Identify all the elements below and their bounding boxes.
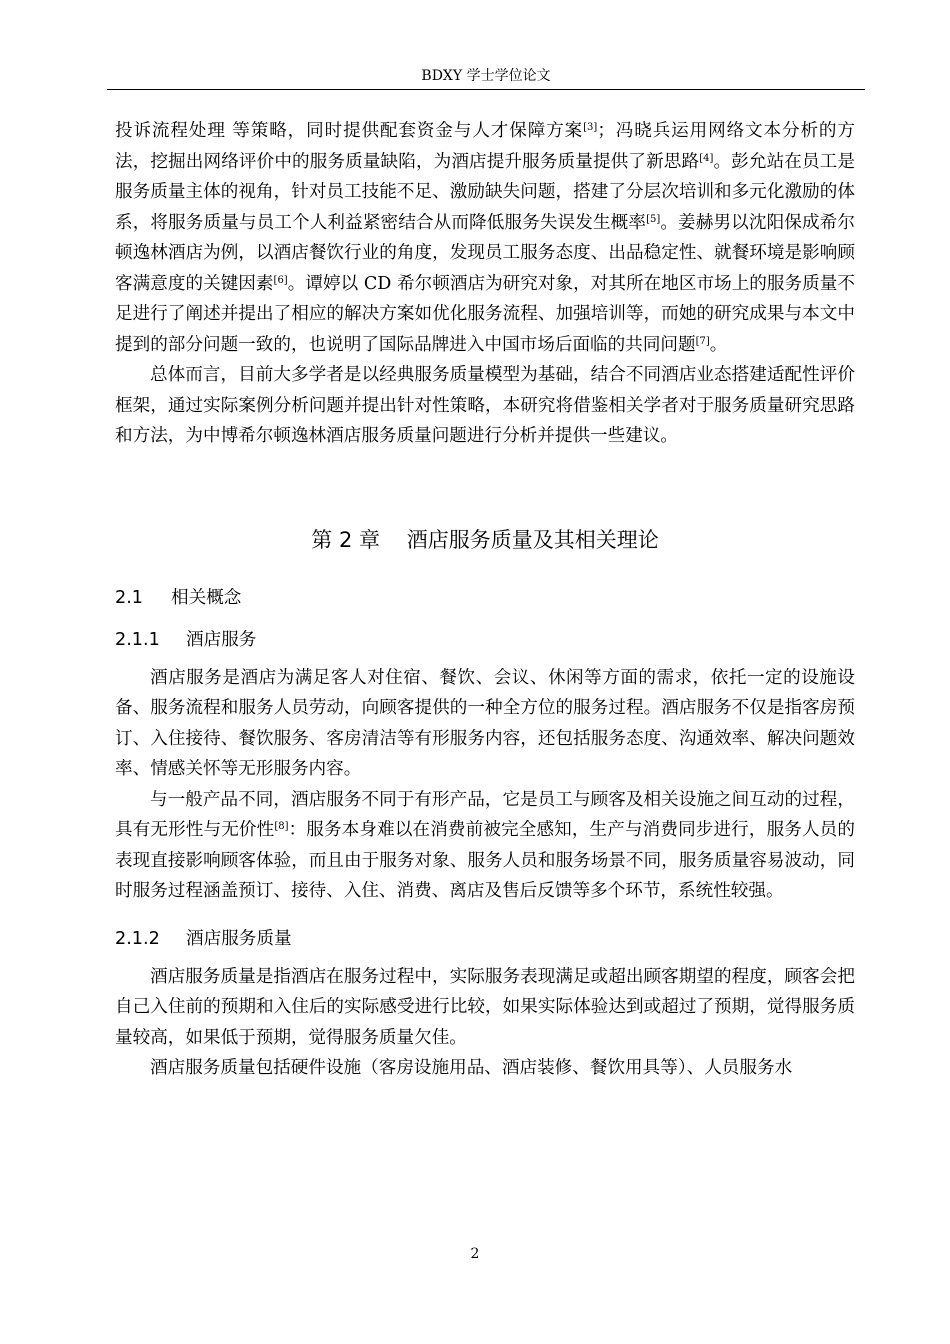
page-header: BDXY 学士学位论文 — [421, 68, 551, 84]
body-paragraph: 酒店服务质量包括硬件设施（客房设施用品、酒店装修、餐饮用具等）、人员服务水 — [150, 1058, 793, 1078]
chapter-title: 酒店服务质量及其相关理论 — [406, 527, 659, 552]
body-paragraph: 酒店服务质量是指酒店在服务过程中，实际服务表现满足或超出顾客期望的程度，顾客会把自己入住前的预期和入住后的实际感受进行比较，如果实际体验达到或超过了预期，觉得服务质量较高，如果低于预期，觉得服务质量欠佳。 — [115, 966, 855, 1048]
chapter-number: 第 2 章 — [311, 527, 380, 552]
page-body — [115, 116, 855, 1084]
citation-ref: [6] — [273, 274, 288, 286]
body-paragraph: 酒店服务是酒店为满足客人对住宿、餐饮、会议、休闲等方面的需求，依托一定的设施设备、服务流程和服务人员劳动，向顾客提供的一种全方位的服务过程。酒店服务不仅是指客房预订、入住接待、餐饮服务、客房清洁等有形服务内容，还包括服务态度、沟通效率、解决问题效率、情感关怀等无形服务内容。 — [115, 667, 855, 779]
subsection-title: 酒店服务 — [186, 629, 257, 650]
paragraph-text: 。彭允站在员工是服务质量主体的视角，针对员工技能不足、激励缺失问题，搭建了分层次培训和多元化激励的体系，将服务质量与员工个人利益紧密结合从而降低服务失误发生概率 — [115, 151, 855, 233]
citation-ref: [7] — [695, 335, 710, 347]
paragraph-text: 。谭婷以 CD 希尔顿酒店为研究对象，对其所在地区市场上的服务质量不足进行了阐述并提出了相应的解决方案如优化服务流程、加强培训等，而她的研究成果与本文中提到的部分问题一致的，也说明了国际品牌进入中国市场后面临的共同问题 — [115, 273, 855, 355]
header-divider — [107, 89, 865, 90]
section-title: 相关概念 — [171, 587, 242, 608]
paragraph-text: 投诉流程处理 等策略，同时提供配套资金与人才保障方案 — [115, 121, 584, 141]
page-number: 2 — [470, 1246, 480, 1262]
citation-ref: [4] — [699, 152, 714, 164]
subsection-number: 2.1.2 — [115, 928, 160, 949]
subsection-number: 2.1.1 — [115, 629, 160, 650]
body-paragraph — [115, 785, 855, 907]
citation-ref: [5] — [646, 213, 661, 225]
subsection-heading-2-1-1 — [115, 625, 855, 655]
paragraph-text: 。姜赫男以沈阳保成希尔顿逸林酒店为例，以酒店餐饮行业的角度，发现员工服务态度、出品稳定性、就餐环境是影响顾客满意度的关键因素 — [115, 212, 855, 294]
citation-ref: [3] — [583, 122, 598, 133]
subsection-heading-2-1-2 — [115, 924, 855, 954]
subsection-title: 酒店服务质量 — [186, 928, 292, 949]
section-heading-2-1 — [115, 583, 855, 613]
summary-paragraph: 总体而言，目前大多学者是以经典服务质量模型为基础，结合不同酒店业态搭建适配性评价框架，通过实际案例分析问题并提出针对性策略，本研究将借鉴相关学者对于服务质量研究思路和方法，为中博希尔顿逸林酒店服务质量问题进行分析并提供一些建议。 — [115, 365, 855, 446]
chapter-heading — [115, 525, 855, 555]
paragraph-text: 。 — [709, 334, 728, 355]
paragraph-text: 与一般产品不同，酒店服务不同于有形产品，它是员工与顾客及相关设施之间互动的过程，具有无形性与无价性 — [115, 789, 855, 840]
literature-review-paragraph — [115, 116, 855, 360]
section-number: 2.1 — [115, 587, 143, 608]
citation-ref: [8] — [274, 821, 289, 832]
paragraph-text: ：服务本身难以在消费前被完全感知，生产与消费同步进行，服务人员的表现直接影响顾客体验，而且由于服务对象、服务人员和服务场景不同，服务质量容易波动，同时服务过程涵盖预订、接待、入住、消费、离店及售后反馈等多个环节，系统性较强。 — [115, 820, 855, 901]
paragraph-text: ；冯晓兵运用网络文本分析的方法，挖掘出网络评价中的服务质量缺陷，为酒店提升服务质量提供了新思路 — [115, 121, 855, 172]
